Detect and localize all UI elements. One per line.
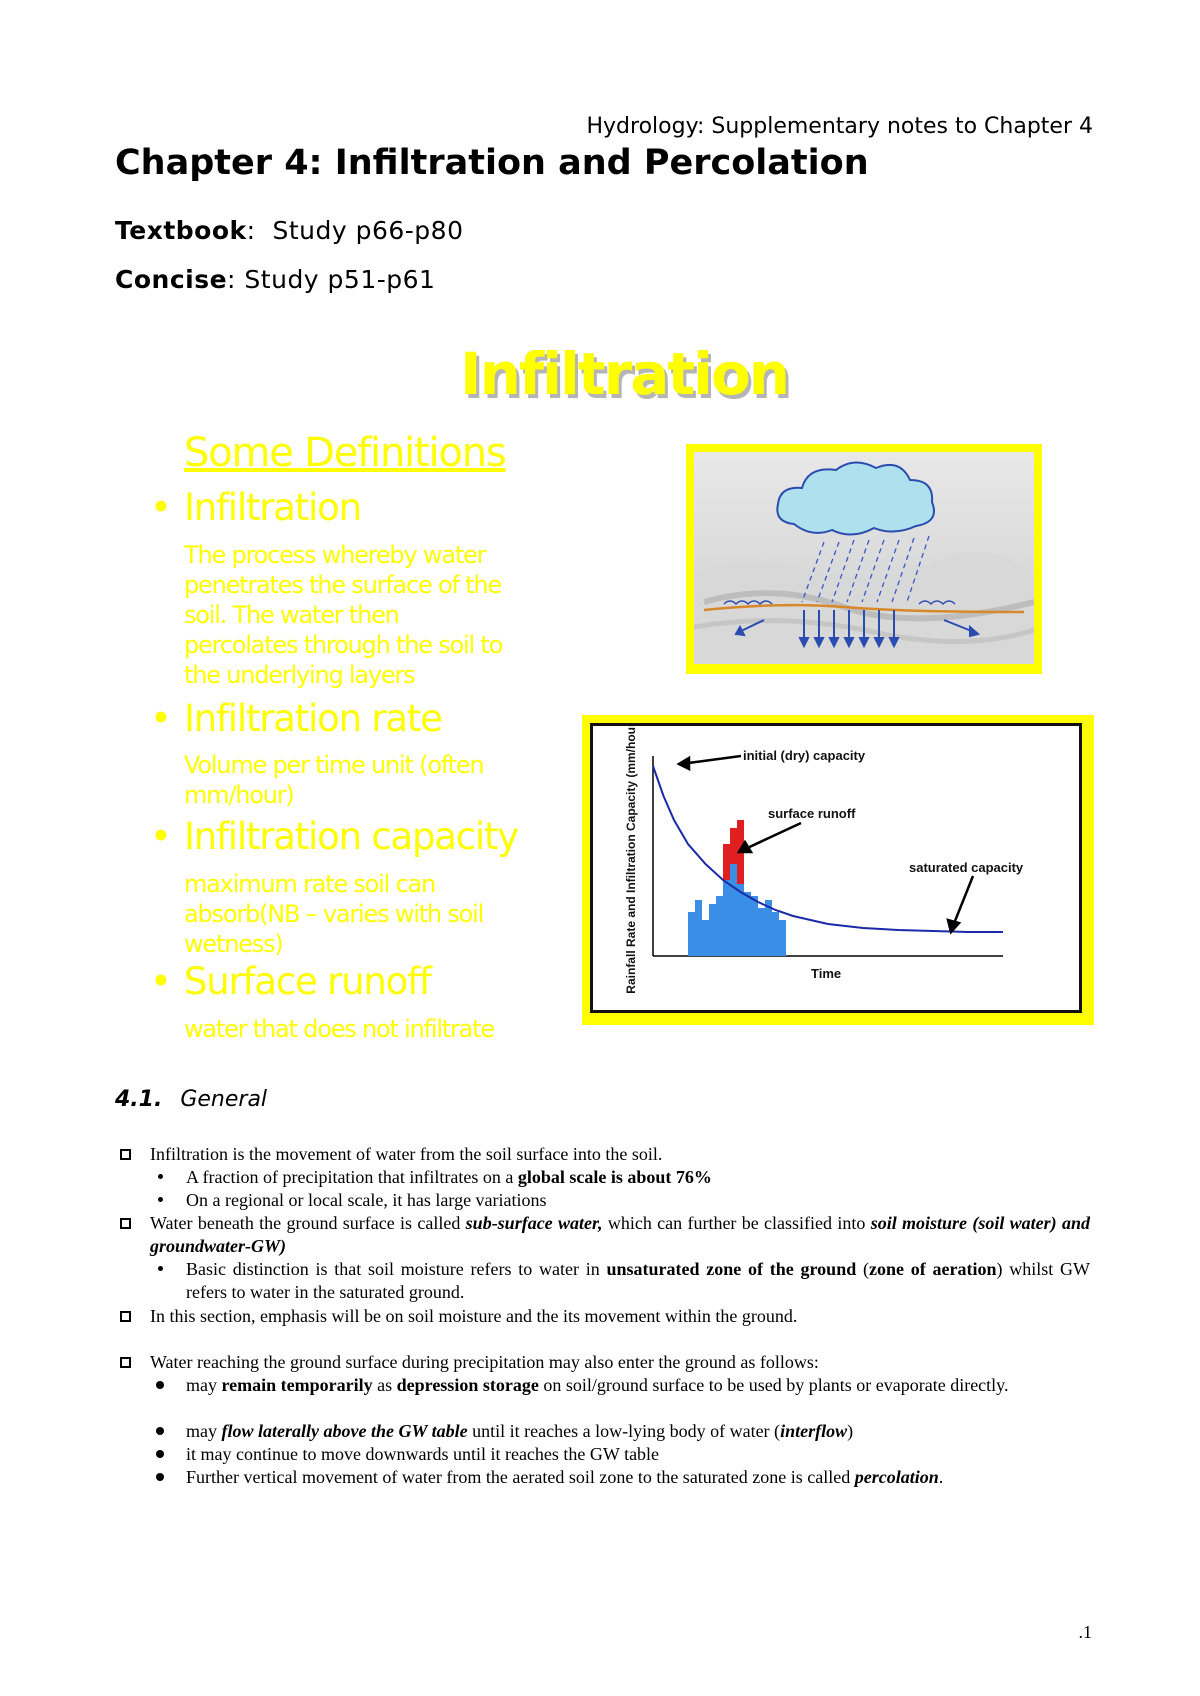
rainfall-bar	[702, 920, 709, 956]
chapter-title: Chapter 4: Infiltration and Percolation	[115, 143, 869, 183]
saturated-arrowhead	[948, 920, 959, 932]
textbook-reference: Textbook: Study p66-p80	[115, 216, 464, 245]
general-point-1: Infiltration is the movement of water from the soil surface into the soil.	[150, 1144, 663, 1164]
rainfall-bar	[730, 864, 737, 956]
rainfall-bar	[688, 912, 695, 956]
running-header: Hydrology: Supplementary notes to Chapter 4	[586, 114, 1093, 139]
checkbox-bullet-icon	[120, 1218, 131, 1229]
definition-text-infiltration-capacity: maximum rate soil can absorb(NB – varies with soil wetness)	[184, 870, 484, 958]
general-subpoint-regional: On a regional or local scale, it has large variations	[186, 1190, 547, 1210]
runoff-arrow	[743, 823, 801, 850]
page-number: .1	[1078, 1622, 1092, 1642]
general-point-2: Water beneath the ground surface is called sub-surface water, which can further be classified into soil moisture (soil water) and groundwater-GW)	[150, 1213, 1091, 1256]
definition-text-infiltration-rate: Volume per time unit (often mm/hour)	[184, 751, 484, 809]
bullet-dot-icon	[156, 1381, 164, 1389]
chart-svg	[593, 726, 1079, 1010]
entry-flow: may flow laterally above the GW table until it reaches a low-lying body of water (interflow)	[186, 1421, 854, 1441]
annotation-surface-runoff: surface runoff	[768, 806, 856, 821]
capacity-curve	[653, 766, 1003, 932]
definition-term-infiltration: • Infiltration	[150, 486, 361, 529]
rainfall-bar	[758, 908, 765, 956]
annotation-saturated-capacity: saturated capacity	[909, 860, 1024, 875]
bullet-dot-icon	[156, 1450, 164, 1458]
x-axis-label: Time	[811, 966, 842, 981]
entry-remain: may remain temporarily as depression storage on soil/ground surface to be used by plants or evaporate directly.	[186, 1375, 1009, 1395]
rainfall-bar	[709, 904, 716, 956]
textbook-label: Textbook	[115, 216, 247, 245]
rainfall-bar	[716, 896, 723, 956]
rainfall-bar	[751, 896, 758, 956]
bullet-dot-icon	[156, 1473, 164, 1481]
bullet-dot-icon	[158, 1174, 163, 1179]
definition-term-infiltration-rate: • Infiltration rate	[150, 697, 442, 740]
general-subpoint-global: A fraction of precipitation that infiltrates on a global scale is about 76%	[186, 1167, 712, 1187]
rainfall-bar	[737, 884, 744, 956]
rainfall-bar	[779, 920, 786, 956]
rainfall-bar	[772, 912, 779, 956]
infiltration-illustration	[694, 452, 1034, 664]
initial-capacity-arrowhead	[679, 758, 689, 769]
entry-percolation: Further vertical movement of water from the aerated soil zone to the saturated zone is called percolation.	[186, 1467, 944, 1487]
bullet-dot-icon	[156, 1427, 164, 1435]
bullet-dot-icon	[158, 1266, 163, 1271]
textbook-pages: Study p66-p80	[272, 216, 464, 245]
y-axis-label: Rainfall Rate and Infiltration Capacity (mm/hour)	[624, 726, 638, 994]
rainfall-bar	[723, 880, 730, 956]
concise-pages: Study p51-p61	[244, 265, 436, 294]
definition-text-surface-runoff: water that does not infiltrate	[184, 1015, 494, 1043]
checkbox-bullet-icon	[120, 1149, 131, 1160]
entry-continue: it may continue to move downwards until it reaches the GW table	[186, 1444, 660, 1464]
general-point-3: In this section, emphasis will be on soil moisture and the its movement within the ground.	[150, 1306, 798, 1326]
chart-panel	[590, 723, 1082, 1013]
annotation-initial-capacity: initial (dry) capacity	[743, 748, 866, 763]
runoff-bar	[723, 844, 730, 880]
general-point-4: Water reaching the ground surface during precipitation may also enter the ground as follows:	[150, 1352, 819, 1372]
infiltration-chart	[582, 715, 1094, 1025]
section-heading: 4.1. General	[115, 1087, 268, 1112]
slide-title: Infiltration	[460, 340, 789, 408]
runoff-bar	[730, 828, 737, 864]
bullet-dot-icon	[158, 1197, 163, 1202]
rainfall-bar	[695, 900, 702, 956]
definition-term-surface-runoff: • Surface runoff	[150, 960, 431, 1003]
concise-label: Concise	[115, 265, 228, 294]
concise-reference: Concise: Study p51-p61	[115, 265, 436, 294]
saturated-arrow	[953, 876, 973, 926]
slide-subtitle: Some Definitions	[184, 430, 506, 476]
infiltration-diagram	[686, 444, 1042, 674]
definition-text-infiltration: The process whereby water penetrates the surface of the soil. The water then percolates through the soil to the underlying layers	[184, 541, 503, 689]
checkbox-bullet-icon	[120, 1357, 131, 1368]
checkbox-bullet-icon	[120, 1311, 131, 1322]
general-subpoint-distinction: Basic distinction is that soil moisture refers to water in unsaturated zone of the ground (zone of aeration) whilst GW refers to water in the saturated ground.	[186, 1259, 1090, 1302]
definition-term-infiltration-capacity: • Infiltration capacity	[150, 815, 518, 858]
rainfall-bar	[744, 892, 751, 956]
